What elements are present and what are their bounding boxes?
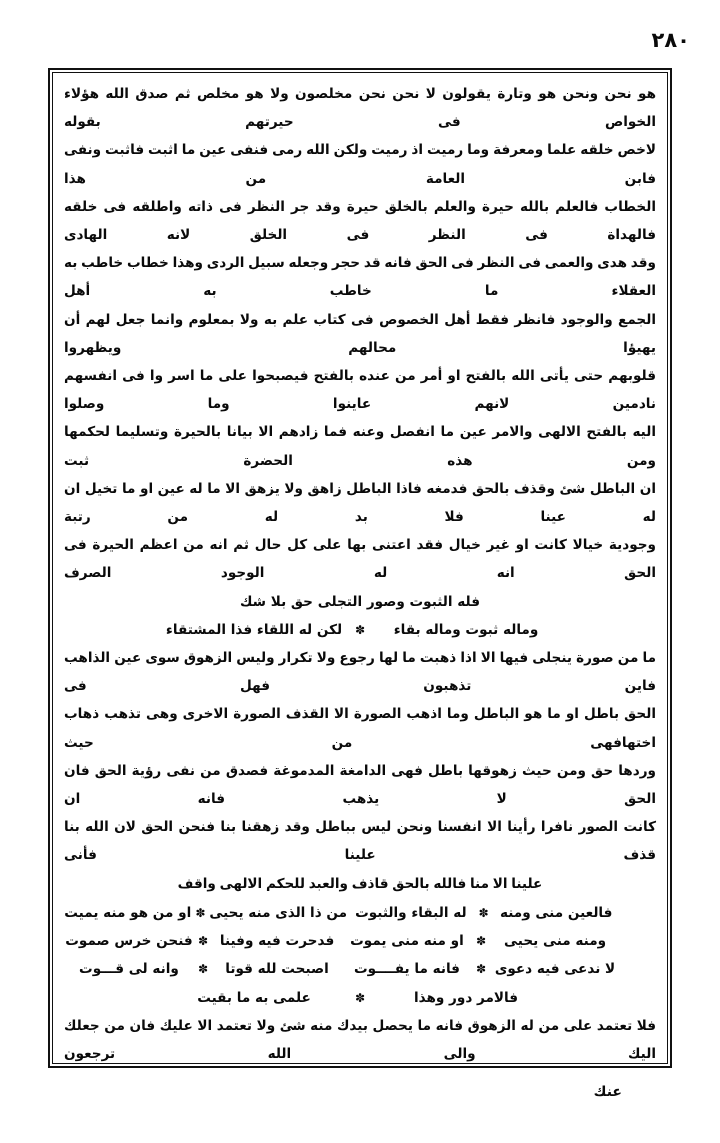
hemistich-second: علمى به ما بقيت <box>197 989 311 1006</box>
text-line: كانت الصور نافرا رأينا الا انفسنا ونحن ليس بباطل وقد زهقنا بنا فنحن الحق لان الله بنا قذف علينا فأنى <box>64 819 656 864</box>
text-frame-border <box>48 68 672 1068</box>
text-line: الجمع والوجود فانظر فقط أهل الخصوص فى كتاب علم به ولا بمعلوم وانما جعل لهم أن يهيؤا محالهم ويظهروا <box>64 311 656 356</box>
paragraph-block-1 <box>64 80 656 588</box>
hemistich-4: فنحن خرس صموت <box>65 933 193 950</box>
hemistich-first: وماله ثبوت وماله بقاء <box>393 621 539 638</box>
hemistich-3: فدحرت فيه وفينا <box>219 933 335 950</box>
text-line: الحق باطل او ما هو الباطل وما اذهب الصورة الا القذف الصورة الاخرى وهى تذهب ذهاب اختهافهى من حيث <box>64 706 656 751</box>
poem-line <box>64 899 620 927</box>
star-separator-icon: ✽ <box>197 962 209 977</box>
hemistich-1: لا ندعى فيه دعوى <box>494 961 616 978</box>
star-separator-icon: ✽ <box>475 934 487 949</box>
hemistich-3: اصبحت لله قوتا <box>225 961 329 978</box>
catchword: عنك <box>593 1084 622 1100</box>
verse-line <box>64 984 656 1012</box>
text-line: لاخص خلقه علما ومعرفة وما رميت اذ رميت ولكن الله رمى فنفى عين ما اثبت فاثبت ونفى فابن العامة من هذا <box>64 142 656 187</box>
text-line: اليه بالفتح الالهى والامر عين ما انفصل وعنه فما زادهم الا بيانا بالحيرة وتسليما لحكمها ومن هذه الحضرة ثبت <box>64 424 656 469</box>
paragraph-block-2 <box>64 644 656 898</box>
hemistich-3: من ذا الذى منه يحيى <box>209 904 348 921</box>
poem-line <box>64 927 620 955</box>
text-line: الخطاب فالعلم بالله حيرة والعلم بالخلق حيرة وقد جر النظر فى ذاته واطلقه فى خلقه فالهداة فى النظر فى الخلق لانه الهادى <box>64 198 656 244</box>
hemistich-2: فانه ما يفــــوت <box>353 961 460 978</box>
text-line: هو نحن ونحن هو وتارة يقولون لا نحن نحن مخلصون ولا هو مخلص ثم صدق الله هؤلاء الخواص فى حيرتهم بقوله <box>64 86 656 131</box>
text-line: علينا الا منا فالله بالحق قاذف والعبد للحكم الالهى واقف <box>177 875 543 892</box>
text-line: وردها حق ومن حيث زهوقها باطل فهى الدامغة المدموغة فصدق من نفى رؤية الحق فان الحق لا يذهب فانه ان <box>64 762 656 808</box>
star-separator-icon: ✽ <box>195 905 206 920</box>
text-line: ان الباطل شئ وقذف بالحق فدمغه فاذا الباطل زاهق ولا يزهق الا ما له عين او ما تخيل ان له عينا فلا بد له من رتبة <box>64 480 656 526</box>
hemistich-second: لكن له اللقاء فذا المشتقاء <box>165 621 343 638</box>
text-line: فلا تعتمد على من له الزهوق فانه ما يحصل بيدك منه شئ ولا تعتمد الا عليك فان من جعلك اليك والى الله ترجعون <box>64 1017 656 1062</box>
hemistich-1: فالعين منى ومنه <box>500 904 613 921</box>
verse-line <box>64 616 656 644</box>
text-line: وقد هدى والعمى فى النظر فى الحق فانه قد حجر وجعله سبيل الردى وهذا خطاب خاطب به العقلاء ما خاطب به أهل <box>64 255 656 300</box>
text-line: وجودية خيالا كانت او غير خيال فقد اعتنى بها على كل حال ثم انه من اعظم الحيرة فى الحق انه له الوجود الصرف <box>64 537 656 582</box>
poem-line <box>64 955 620 983</box>
text-line: قلوبهم حتى يأتى الله بالفتح او أمر من عنده بالفتح فيصبحوا على ما اسر وا فى انفسهم نادمين لانهم عاينوا وما وصلوا <box>64 368 656 413</box>
text-line: ما من صورة ينجلى فيها الا اذا ذهبت ما لها رجوع ولا تكرار وليس الزهوق سوى عين الذاهب فاين تذهبون فهل فى <box>64 650 656 695</box>
star-separator-icon: ✽ <box>478 905 489 920</box>
hemistich-2: او منه منى يموت <box>350 933 464 950</box>
verse-single-2 <box>64 984 656 1012</box>
centered-text-line: فله الثبوت وصور التجلى حق بلا شك <box>240 593 480 610</box>
paragraph-block-3 <box>64 1012 656 1064</box>
star-separator-icon: ✽ <box>197 934 209 949</box>
hemistich-2: له البقاء والثبوت <box>355 904 467 921</box>
hemistich-1: ومنه منى يحيى <box>504 933 607 950</box>
verse-single-1 <box>64 616 656 644</box>
star-separator-icon: ✽ <box>354 990 366 1005</box>
text-frame-inner <box>52 72 668 1064</box>
page-number: ٢٨٠ <box>651 28 690 52</box>
poem-block-1 <box>64 899 656 984</box>
hemistich-4: او من هو منه يميت <box>64 904 192 921</box>
star-separator-icon: ✽ <box>475 962 487 977</box>
star-separator-icon: ✽ <box>354 622 366 637</box>
hemistich-first: فالامر دور وهذا <box>413 989 519 1006</box>
hemistich-4: وانه لى قـــوت <box>79 961 179 978</box>
